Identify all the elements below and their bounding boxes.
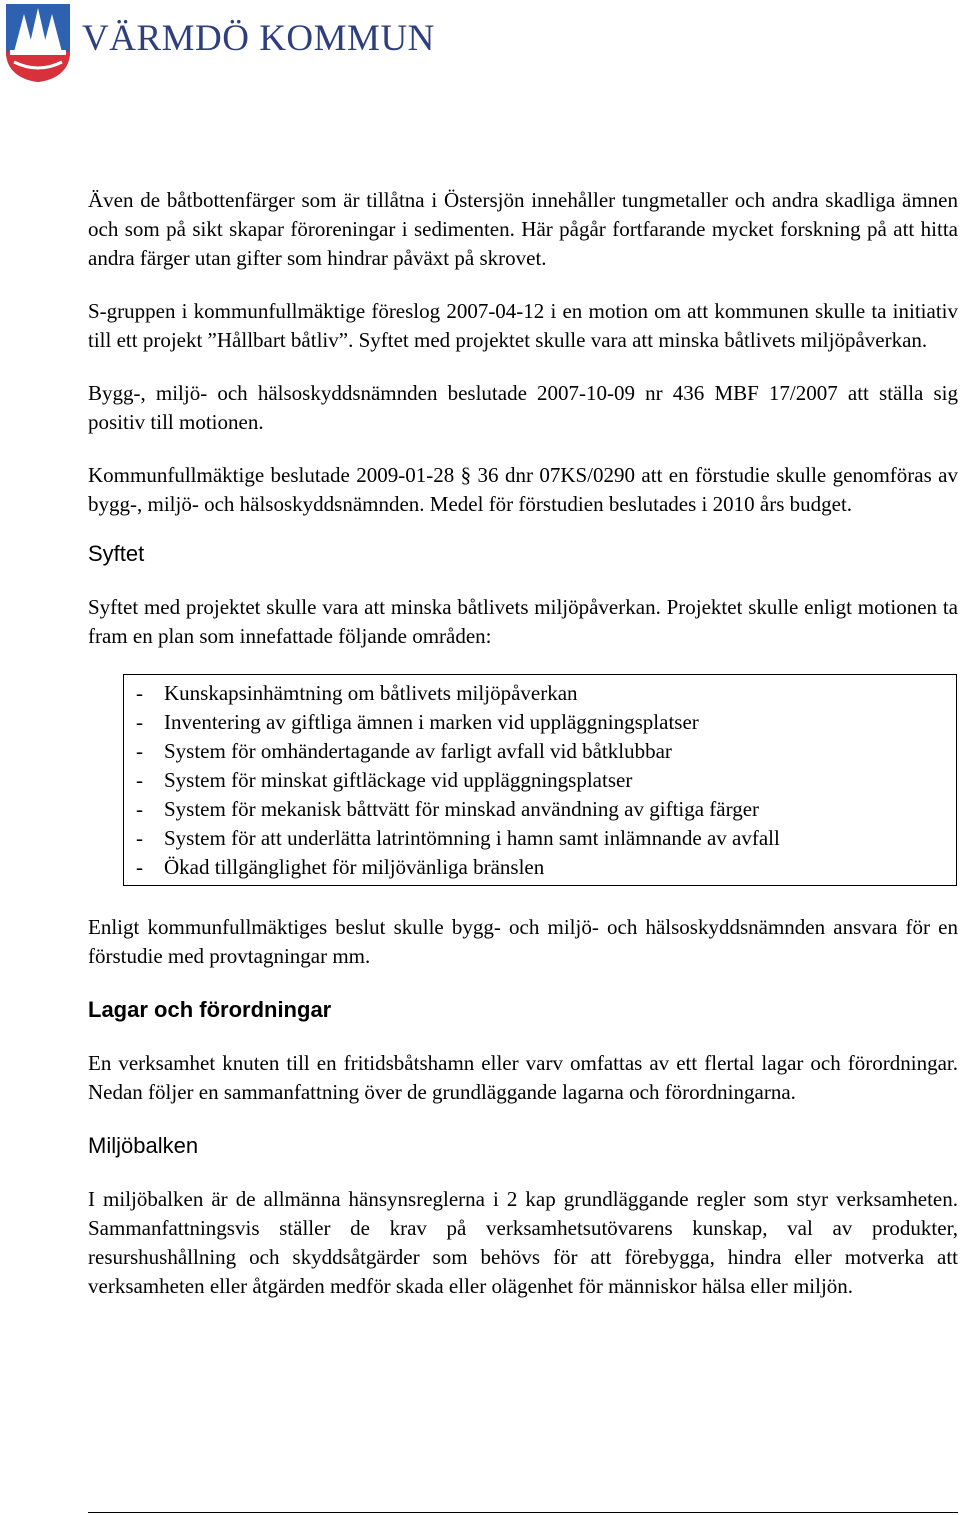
- paragraph-responsibility: Enligt kommunfullmäktiges beslut skulle bygg- och miljö- och hälsoskyddsnämnden ansvara för en förstudie med provtagningar mm.: [88, 915, 958, 968]
- list-item: [136, 679, 956, 708]
- paragraph-antifouling: Även de båtbottenfärger som är tillåtna i Östersjön innehåller tungmetaller och andra skadliga ämnen och som på sikt skapar föroreningar i sedimenten. Här pågår fortfarande mycket forskning på att hitta andra färger utan gifter som hindrar påväxt på skrovet.: [88, 188, 958, 270]
- footer-divider: [88, 1512, 958, 1513]
- list-item-text: System för omhändertagande av farligt avfall vid båtklubbar: [164, 739, 672, 763]
- paragraph-purpose: Syftet med projektet skulle vara att minska båtlivets miljöpåverkan. Projektet skulle enligt motionen ta fram en plan som innefattade följande områden:: [88, 595, 958, 648]
- heading-lagar-och-forordningar: Lagar och förordningar: [88, 997, 332, 1022]
- paragraph-laws-intro: En verksamhet knuten till en fritidsbåtshamn eller varv omfattas av ett flertal lagar och förordningar. Nedan följer en sammanfattning över de grundläggande lagarna och förordningarna.: [88, 1051, 958, 1104]
- varmdo-coat-of-arms-logo: [4, 2, 72, 84]
- list-dash: -: [136, 826, 143, 850]
- list-dash: -: [136, 739, 143, 763]
- list-item: [136, 824, 956, 853]
- focus-areas-list: [136, 679, 956, 882]
- document-body: [88, 186, 958, 1301]
- section-sign: §: [460, 463, 472, 487]
- organization-name: VÄRMDÖ KOMMUN: [82, 18, 435, 59]
- paragraph-council-decision: [88, 461, 958, 519]
- list-dash: -: [136, 797, 143, 821]
- heading-miljobalken: Miljöbalken: [88, 1133, 199, 1158]
- list-item-text: System för att underlätta latrintömning i hamn samt inlämnande av avfall: [164, 826, 780, 850]
- list-item-text: Kunskapsinhämtning om båtlivets miljöpåverkan: [164, 681, 578, 705]
- paragraph-miljobalken: I miljöbalken är de allmänna hänsynsreglerna i 2 kap grundläggande regler som styr verksamheten. Sammanfattningsvis ställer de krav på verksamhetsutövarens kunskap, val av produkter, resurshushållning och skyddsåtgärder som behövs för att förebygga, hindra eller motverka att verksamheten eller åtgärden medför skada eller olägenhet för människor hälsa eller miljön.: [88, 1187, 958, 1298]
- list-item: [136, 853, 956, 882]
- council-decision-text-end: 36 dnr 07KS/0290 att en förstudie skulle genomföras av bygg-, miljö- och hälsoskyddsnämnden. Medel för förstudien beslutades i 2010 års budget.: [88, 463, 958, 516]
- list-item: [136, 795, 956, 824]
- list-item-text: System för mekanisk båttvätt för minskad användning av giftiga färger: [164, 797, 760, 821]
- list-dash: -: [136, 768, 143, 792]
- list-item-text: Ökad tillgänglighet för miljövänliga bränslen: [164, 855, 545, 879]
- heading-syftet: Syftet: [88, 541, 145, 566]
- list-item: [136, 766, 956, 795]
- page-header: [0, 0, 960, 90]
- paragraph-board-decision: Bygg-, miljö- och hälsoskyddsnämnden beslutade 2007-10-09 nr 436 MBF 17/2007 att ställa sig positiv till motionen.: [88, 381, 958, 434]
- list-dash: -: [136, 710, 143, 734]
- list-dash: -: [136, 855, 143, 879]
- list-item-text: System för minskat giftläckage vid uppläggningsplatser: [164, 768, 633, 792]
- council-decision-text-start: Kommunfullmäktige beslutade 2009-01-28: [88, 463, 461, 487]
- focus-areas-box: [123, 674, 957, 886]
- list-dash: -: [136, 681, 143, 705]
- list-item: [136, 737, 956, 766]
- paragraph-motion: S-gruppen i kommunfullmäktige föreslog 2007-04-12 i en motion om att kommunen skulle ta initiativ till ett projekt ”Hållbart båtliv”. Syftet med projektet skulle vara att minska båtlivets miljöpåverkan.: [88, 299, 958, 352]
- list-item-text: Inventering av giftliga ämnen i marken vid uppläggningsplatser: [164, 710, 699, 734]
- list-item: [136, 708, 956, 737]
